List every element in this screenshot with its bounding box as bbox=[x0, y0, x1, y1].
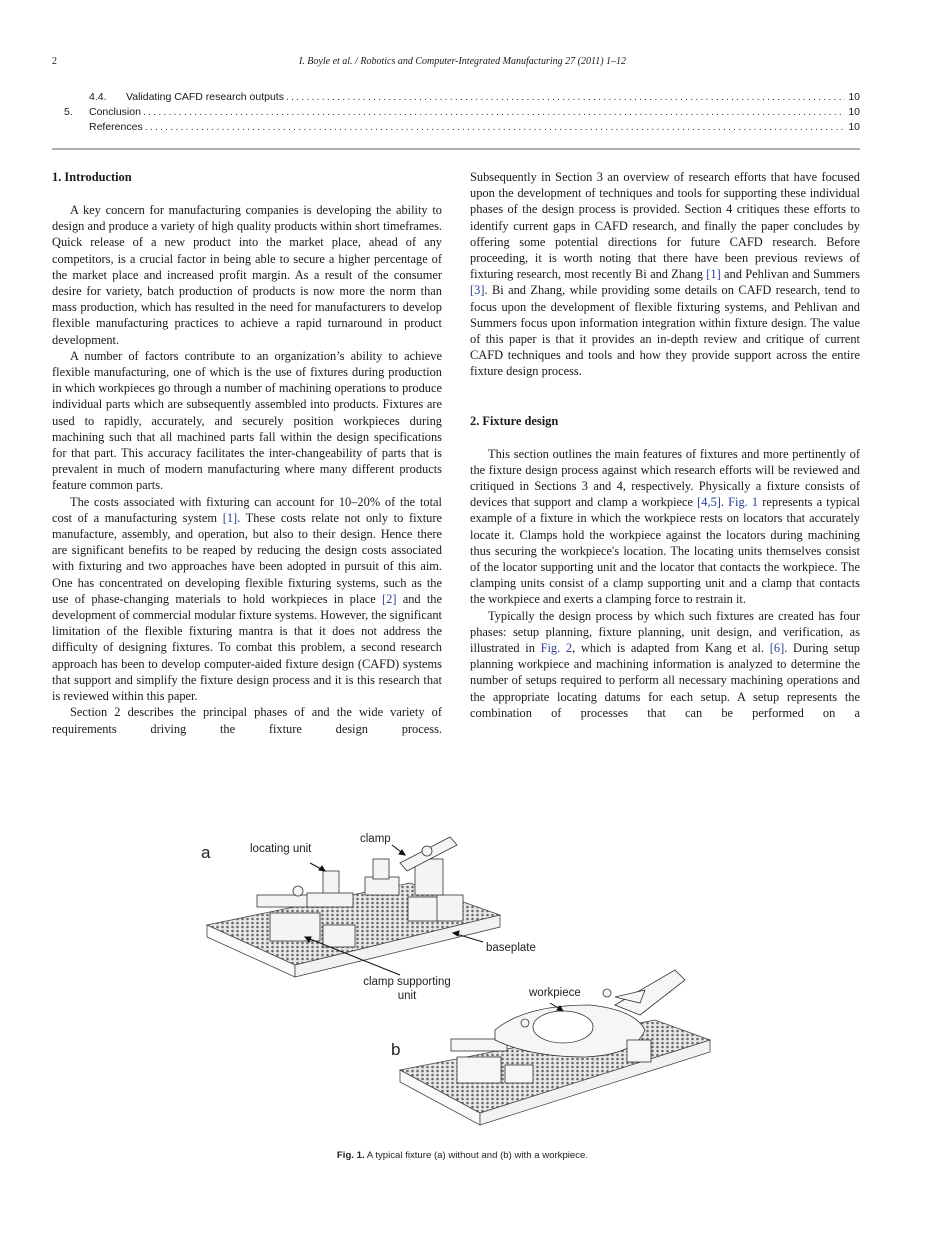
paragraph: A key concern for manufacturing companies is developing the ability to design and produce a variety of high quality products within short timeframes. Quick release of a new product into the market place, ahead of any competitors, is a crucial factor in being able to secure a higher percentage of the market place and increased profit margin. As a result of the consumer desire for variety, batch production of products is now more the norm than mass production, which has resulted in the need for manufacturers to develop flexible manufacturing practices to achieve a rapid turnaround in product development. bbox=[52, 203, 442, 347]
citation-link[interactable]: [2] bbox=[382, 591, 397, 606]
toc-entry[interactable] bbox=[60, 90, 860, 105]
text-run: Subsequently in Section 3 an overview of research efforts that have focused upon the development of techniques and tools for supporting these individual phases of the design process is provided. Section 4 critiques these efforts to identify current gaps in CAFD research, and finally the paper concludes by offering some potential directions for future CAFD research. Before proceeding, it is worth noting that there have been previous reviews of fixturing research, most recently Bi and Zhang bbox=[470, 170, 860, 282]
toc-entry-number: 5. bbox=[64, 106, 73, 118]
label-clamp-supporting-unit bbox=[362, 975, 452, 1003]
citation-link[interactable]: [4,5] bbox=[697, 495, 721, 510]
section-heading-introduction: 1. Introduction bbox=[52, 170, 132, 184]
caption-label: Fig. 1. bbox=[336, 1150, 365, 1161]
paragraph: Section 2 describes the principal phases of and the wide variety of requirements driving the fixture design process. bbox=[52, 705, 442, 736]
paragraph bbox=[470, 446, 860, 608]
panel-b-letter: b bbox=[391, 1040, 401, 1059]
label-locating-unit: locating unit bbox=[250, 843, 312, 855]
citation-link[interactable]: [1] bbox=[706, 267, 721, 282]
label-clamp: clamp bbox=[360, 833, 391, 845]
label-line: unit bbox=[397, 990, 417, 1002]
paragraph bbox=[470, 608, 860, 721]
citation-link[interactable]: [3] bbox=[470, 283, 485, 298]
toc-entry-page: 10 bbox=[848, 91, 860, 103]
paragraph bbox=[52, 494, 442, 705]
text-run: . During setup planning workpiece and machining information is analyzed to determine the number of setups required to perform all necessary machining operations and the appropriate locating datums for each setup. A setup represents the combination of processes that can be performed on a bbox=[470, 641, 861, 720]
left-column bbox=[52, 169, 442, 737]
table-of-contents bbox=[60, 90, 860, 135]
citation-link[interactable]: [6] bbox=[769, 641, 785, 656]
toc-leader-dots bbox=[286, 90, 845, 105]
text-run: represents a typical example of a fixture in which the workpiece rests on locators that accurately locate it. Clamps hold the workpiece against the locators during machining thus securing the workpiece's location. The locating units themselves consist of the locator supporting unit and the locator that contacts the workpiece. The clamping units consist of a clamp supporting unit and a clamp that contacts the workpiece and exerts a clamping force to restrain it. bbox=[470, 495, 860, 607]
label-baseplate: baseplate bbox=[486, 942, 536, 954]
toc-entry-page: 10 bbox=[848, 121, 860, 133]
text-run: . bbox=[720, 495, 729, 510]
text-run: and the development of commercial modular fixture systems. However, the significant limitation of the flexible fixturing mantra is that it does not address the difficulty of designing fixtures. To combat this problem, a second research approach has been to develop computer-aided fixture design (CAFD) systems that support and simplify the fixture design process and it is this research that is reviewed within this paper. bbox=[52, 591, 442, 704]
paragraph-continued bbox=[470, 169, 860, 380]
figure-caption bbox=[0, 1150, 925, 1161]
toc-entry-title: Validating CAFD research outputs bbox=[126, 91, 284, 103]
running-head bbox=[52, 56, 873, 70]
journal-citation: I. Boyle et al. / Robotics and Computer-Integrated Manufacturing 27 (2011) 1–12 bbox=[298, 56, 627, 67]
fixture-illustration bbox=[195, 825, 725, 1140]
panel-a-letter: a bbox=[201, 843, 211, 862]
text-run: . Bi and Zhang, while providing some details on CAFD research, tend to focus upon the development of flexible fixturing systems, and Pehlivan and Summers focus upon information integration within fixture design. The value of this paper is that it provides an in-depth review and critique of current CAFD techniques and tools and how they provide support across the entire fixture design process. bbox=[470, 283, 860, 379]
citation-link[interactable]: [1] bbox=[222, 510, 238, 525]
toc-entry-title: Conclusion bbox=[89, 106, 141, 118]
text-run: and Pehlivan and Summers bbox=[720, 267, 860, 282]
toc-leader-dots bbox=[143, 105, 845, 120]
text-run: The costs associated with fixturing can account for 10–20% of the total cost of a manufacturing system bbox=[52, 494, 442, 525]
toc-leader-dots bbox=[145, 120, 846, 135]
text-run: This section outlines the main features of fixtures and more pertinently of the fixture design process against which research efforts will be reviewed and critiqued in Sections 3 and 4, respectively. Physically a fixture consists of devices that support and clamp a workpiece bbox=[470, 446, 860, 510]
text-run: . These costs relate not only to fixture manufacture, assembly, and operation, but also to their design. Hence there are significant benefits to be reaped by reducing the design costs associated with fixturing and two approaches have been adopted in pursuit of this aim. One has concentrated on developing flexible fixturing systems, such as the use of phase-changing materials to hold workpieces in place bbox=[52, 510, 442, 606]
page-number: 2 bbox=[52, 56, 57, 67]
header-divider bbox=[52, 148, 860, 150]
section-heading-fixture-design: 2. Fixture design bbox=[470, 413, 559, 428]
caption-text: A typical fixture (a) without and (b) with a workpiece. bbox=[364, 1150, 589, 1161]
label-workpiece: workpiece bbox=[529, 987, 581, 999]
figure-link[interactable]: Fig. 2 bbox=[540, 641, 573, 656]
figure-link[interactable]: Fig. 1 bbox=[728, 495, 759, 510]
right-column bbox=[470, 169, 860, 721]
toc-entry-number: 4.4. bbox=[89, 91, 107, 103]
toc-entry-title: References bbox=[89, 121, 143, 133]
toc-entry[interactable] bbox=[60, 105, 860, 120]
toc-entry-page: 10 bbox=[848, 106, 860, 118]
toc-entry[interactable] bbox=[60, 120, 860, 135]
label-line: clamp supporting bbox=[363, 976, 451, 988]
text-run: , which is adapted from Kang et al. bbox=[572, 641, 770, 656]
paragraph: A number of factors contribute to an organization’s ability to achieve flexible manufacturing, one of which is the use of fixtures during production in which workpieces go through a number of machining operations to produce individual parts which are subsequently assembled into products. Fixtures are used to rapidly, accurately, and securely position workpieces during machining such that all machined parts fall within the design specifications for that part. This accuracy facilitates the inter-changeability of parts that is prevalent in much of modern manufacturing where many different products feature common parts. bbox=[52, 348, 442, 493]
figure-1 bbox=[195, 825, 725, 1140]
text-run: Typically the design process by which such fixtures are created has four phases: setup planning, fixture planning, unit design, and verification, as illustrated in bbox=[470, 608, 860, 656]
